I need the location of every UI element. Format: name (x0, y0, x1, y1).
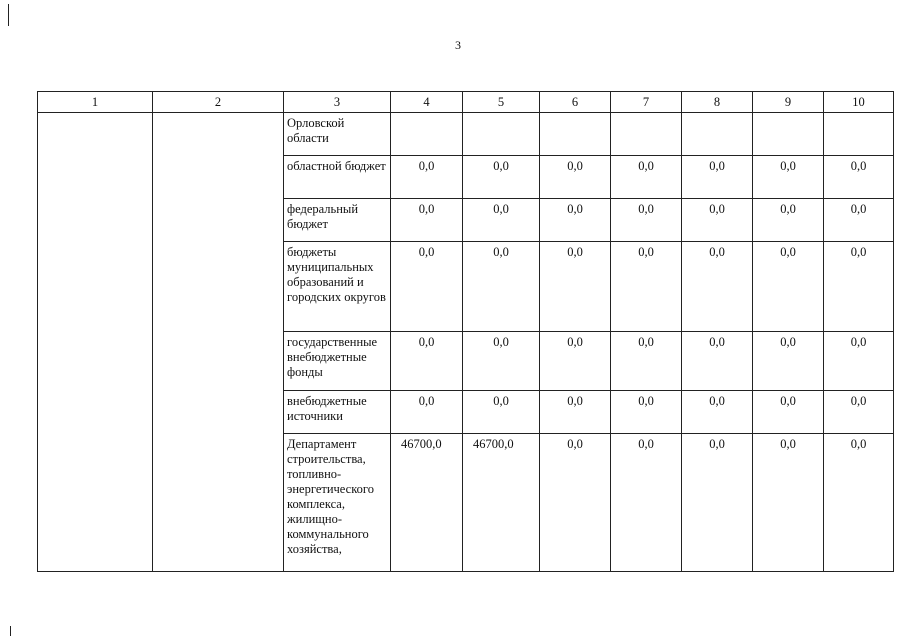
value-cell (824, 113, 894, 156)
value-cell: 0,0 (682, 434, 753, 572)
value-cell: 0,0 (824, 391, 894, 434)
value-cell: 0,0 (824, 332, 894, 391)
table-header-row (38, 92, 894, 113)
value-cell (391, 113, 463, 156)
scan-mark-bottom (10, 626, 11, 636)
value-cell: 0,0 (824, 242, 894, 332)
value-cell: 0,0 (682, 391, 753, 434)
value-cell: 0,0 (611, 391, 682, 434)
value-cell: 0,0 (824, 434, 894, 572)
value-cell: 0,0 (611, 332, 682, 391)
empty-merged-cell-col1 (38, 113, 153, 572)
value-cell: 0,0 (463, 156, 540, 199)
funding-source-cell: Департамент строительства, топливно-энергетического комплекса, жилищно-коммунального хозяйства, (284, 434, 391, 572)
value-cell: 0,0 (753, 156, 824, 199)
value-cell: 0,0 (611, 156, 682, 199)
header-cell: 10 (824, 92, 894, 113)
value-cell (611, 113, 682, 156)
value-cell: 0,0 (753, 199, 824, 242)
table-row (38, 113, 894, 156)
value-cell: 0,0 (824, 199, 894, 242)
value-cell: 0,0 (753, 332, 824, 391)
value-cell: 0,0 (753, 391, 824, 434)
value-cell: 46700,0 (463, 434, 540, 572)
value-cell: 0,0 (682, 199, 753, 242)
header-cell: 5 (463, 92, 540, 113)
budget-table (37, 91, 894, 572)
value-cell: 0,0 (540, 156, 611, 199)
value-cell: 0,0 (463, 199, 540, 242)
funding-source-cell: областной бюджет (284, 156, 391, 199)
value-cell: 0,0 (463, 242, 540, 332)
value-cell: 0,0 (540, 391, 611, 434)
value-cell (540, 113, 611, 156)
header-cell: 2 (153, 92, 284, 113)
value-cell (753, 113, 824, 156)
value-cell: 0,0 (391, 391, 463, 434)
value-cell: 0,0 (540, 242, 611, 332)
header-cell: 7 (611, 92, 682, 113)
funding-source-cell: Орловской области (284, 113, 391, 156)
header-cell: 6 (540, 92, 611, 113)
value-cell: 0,0 (463, 332, 540, 391)
funding-source-cell: внебюджетные источники (284, 391, 391, 434)
value-cell: 46700,0 (391, 434, 463, 572)
header-cell: 1 (38, 92, 153, 113)
value-cell: 0,0 (540, 332, 611, 391)
header-cell: 3 (284, 92, 391, 113)
page-number: 3 (455, 38, 461, 52)
value-cell: 0,0 (391, 242, 463, 332)
value-cell: 0,0 (682, 156, 753, 199)
funding-source-cell: государственные внебюджетные фонды (284, 332, 391, 391)
value-cell: 0,0 (753, 434, 824, 572)
value-cell: 0,0 (611, 242, 682, 332)
empty-merged-cell-col2 (153, 113, 284, 572)
header-cell: 8 (682, 92, 753, 113)
value-cell (463, 113, 540, 156)
value-cell: 0,0 (540, 434, 611, 572)
header-cell: 4 (391, 92, 463, 113)
value-cell: 0,0 (611, 434, 682, 572)
value-cell: 0,0 (824, 156, 894, 199)
header-cell: 9 (753, 92, 824, 113)
value-cell: 0,0 (540, 199, 611, 242)
value-cell: 0,0 (611, 199, 682, 242)
funding-source-cell: федеральный бюджет (284, 199, 391, 242)
value-cell: 0,0 (463, 391, 540, 434)
value-cell: 0,0 (391, 156, 463, 199)
scan-mark-top (8, 4, 9, 26)
value-cell: 0,0 (391, 199, 463, 242)
funding-source-cell: бюджеты муниципальных образований и городских округов (284, 242, 391, 332)
value-cell: 0,0 (682, 332, 753, 391)
value-cell (682, 113, 753, 156)
value-cell: 0,0 (391, 332, 463, 391)
value-cell: 0,0 (682, 242, 753, 332)
value-cell: 0,0 (753, 242, 824, 332)
